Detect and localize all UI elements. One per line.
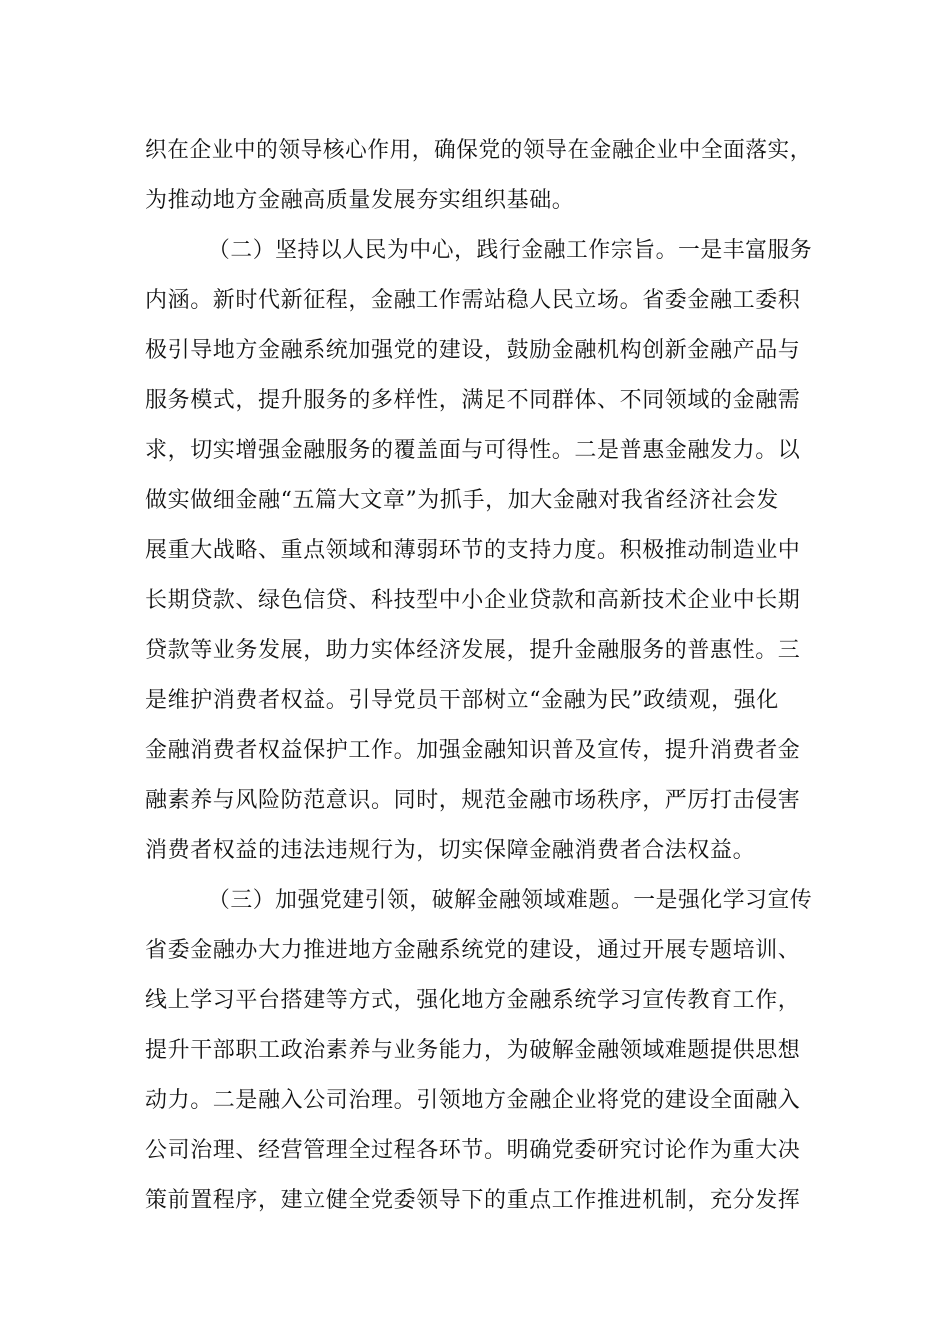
text-line-1: 织在企业中的领导核心作用，确保党的领导在金融企业中全面落实， [145,138,813,163]
text-line-4: 内涵。新时代新征程，金融工作需站稳人民立场。省委金融工委积 [145,288,801,313]
text-line-19: 提升干部职工政治素养与业务能力，为破解金融领域难题提供思想 [145,1038,801,1063]
text-line-9: 展重大战略、重点领域和薄弱环节的支持力度。积极推动制造业中 [145,538,801,563]
text-line-7: 求，切实增强金融服务的覆盖面与可得性。二是普惠金融发力。以 [145,438,801,463]
text-line-17: 省委金融办大力推进地方金融系统党的建设，通过开展专题培训、 [145,938,801,963]
text-line-2: 为推动地方金融高质量发展夯实组织基础。 [145,188,575,213]
text-line-21: 公司治理、经营管理全过程各环节。明确党委研究讨论作为重大决 [145,1138,801,1163]
paragraph-3-heading-line: （三）加强党建引领，破解金融领域难题。一是强化学习宣传 [208,888,813,913]
text-line-18: 线上学习平台搭建等方式，强化地方金融系统学习宣传教育工作， [145,988,801,1013]
text-line-6: 服务模式，提升服务的多样性，满足不同群体、不同领域的金融需 [145,388,801,413]
text-line-20: 动力。二是融入公司治理。引领地方金融企业将党的建设全面融入 [145,1088,801,1113]
text-line-5: 极引导地方金融系统加强党的建设，鼓励金融机构创新金融产品与 [145,338,801,363]
text-line-12: 是维护消费者权益。引导党员干部树立“金融为民”政绩观，强化 [145,688,779,713]
text-line-11: 贷款等业务发展，助力实体经济发展，提升金融服务的普惠性。三 [145,638,801,663]
text-line-13: 金融消费者权益保护工作。加强金融知识普及宣传，提升消费者金 [145,738,801,763]
text-line-15: 消费者权益的违法违规行为，切实保障金融消费者合法权益。 [145,838,756,863]
text-line-22: 策前置程序，建立健全党委领导下的重点工作推进机制，充分发挥 [145,1188,801,1213]
text-line-8: 做实做细金融“五篇大文章”为抓手，加大金融对我省经济社会发 [145,488,779,513]
paragraph-2-heading-line: （二）坚持以人民为中心，践行金融工作宗旨。一是丰富服务 [208,238,813,263]
text-line-14: 融素养与风险防范意识。同时，规范金融市场秩序，严厉打击侵害 [145,788,801,813]
text-line-10: 长期贷款、绿色信贷、科技型中小企业贷款和高新技术企业中长期 [145,588,801,613]
